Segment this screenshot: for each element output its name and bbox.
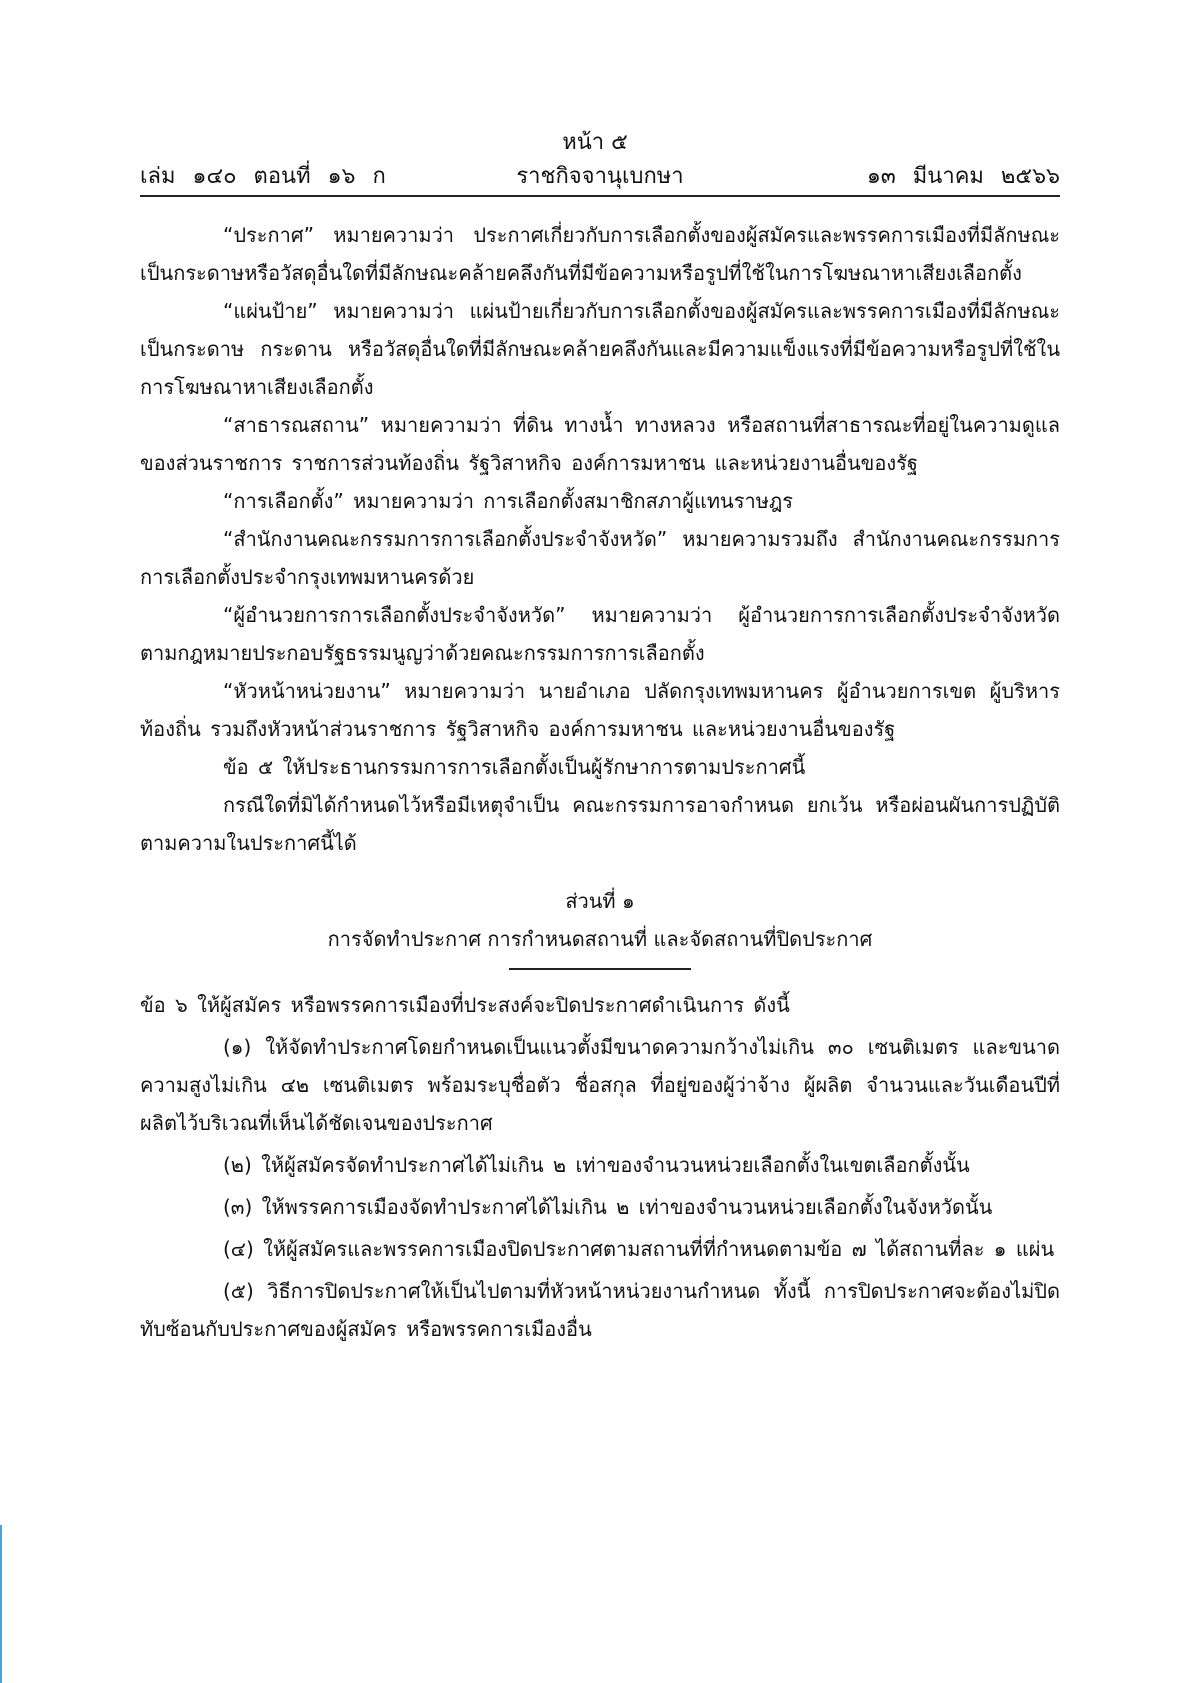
definition-paragraph: “แผ่นป้าย” หมายความว่า แผ่นป้ายเกี่ยวกับการเลือกตั้งของผู้สมัครและพรรคการเมืองที่มีลักษณะเป็นกระดาษ กระดาน หรือวัสดุอื่นใดที่มีลักษณะคล้ายคลึงกันและมีความแข็งแรงที่มีข้อความหรือรูปที่ใช้ในการโฆษณาหาเสียงเลือกตั้ง xyxy=(140,299,1060,399)
definition-paragraph: “ประกาศ” หมายความว่า ประกาศเกี่ยวกับการเลือกตั้งของผู้สมัครและพรรคการเมืองที่มีลักษณะเป็นกระดาษหรือวัสดุอื่นใดที่มีลักษณะคล้ายคลึงกันที่มีข้อความหรือรูปที่ใช้ในการโฆษณาหาเสียงเลือกตั้ง xyxy=(140,223,1060,285)
header-divider xyxy=(140,195,1060,197)
page-number: หน้า ๕ xyxy=(562,130,628,155)
section-number: ส่วนที่ ๑ xyxy=(565,889,635,913)
definition-paragraph: “การเลือกตั้ง” หมายความว่า การเลือกตั้งสมาชิกสภาผู้แทนราษฎร xyxy=(223,489,794,513)
document-body xyxy=(140,216,1060,1348)
clause-5: ข้อ ๕ ให้ประธานกรรมการการเลือกตั้งเป็นผู้รักษาการตามประกาศนี้ xyxy=(223,755,806,779)
clause-6: ข้อ ๖ ให้ผู้สมัคร หรือพรรคการเมืองที่ประสงค์จะปิดประกาศดำเนินการ ดังนี้ xyxy=(140,993,790,1017)
section-title: การจัดทำประกาศ การกำหนดสถานที่ และจัดสถานที่ปิดประกาศ xyxy=(327,927,873,951)
definition-paragraph: “สำนักงานคณะกรรมการการเลือกตั้งประจำจังหวัด” หมายความรวมถึง สำนักงานคณะกรรมการการเลือกตั้งประจำกรุงเทพมหานครด้วย xyxy=(140,527,1060,589)
gazette-header xyxy=(140,158,1060,192)
definition-paragraph: “สาธารณสถาน” หมายความว่า ที่ดิน ทางน้ำ ทางหลวง หรือสถานที่สาธารณะที่อยู่ในความดูแลของส่วนราชการ ราชการส่วนท้องถิ่น รัฐวิสาหกิจ องค์การมหาชน และหน่วยงานอื่นของรัฐ xyxy=(140,413,1060,475)
clause-6-item: (๔) ให้ผู้สมัครและพรรคการเมืองปิดประกาศตามสถานที่ที่กำหนดตามข้อ ๗ ได้สถานที่ละ ๑ แผ่น xyxy=(223,1237,1055,1261)
scan-edge-mark xyxy=(0,1525,2,1683)
definition-paragraph: “หัวหน้าหน่วยงาน” หมายความว่า นายอำเภอ ปลัดกรุงเทพมหานคร ผู้อำนวยการเขต ผู้บริหารท้องถิ่น รวมถึงหัวหน้าส่วนราชการ รัฐวิสาหกิจ องค์การมหาชน และหน่วยงานอื่นของรัฐ xyxy=(140,679,1060,741)
section-divider xyxy=(509,968,691,970)
definition-paragraph: “ผู้อำนวยการการเลือกตั้งประจำจังหวัด” หมายความว่า ผู้อำนวยการการเลือกตั้งประจำจังหวัดตามกฎหมายประกอบรัฐธรรมนูญว่าด้วยคณะกรรมการการเลือกตั้ง xyxy=(140,603,1060,665)
gazette-name: ราชกิจจานุเบกษา xyxy=(516,164,684,189)
clause-5-exception: กรณีใดที่มิได้กำหนดไว้หรือมีเหตุจำเป็น คณะกรรมการอาจกำหนด ยกเว้น หรือผ่อนผันการปฏิบัติตามความในประกาศนี้ได้ xyxy=(140,793,1060,855)
volume-info: เล่ม ๑๔๐ ตอนที่ ๑๖ ก xyxy=(140,164,386,189)
clause-6-item: (๒) ให้ผู้สมัครจัดทำประกาศได้ไม่เกิน ๒ เท่าของจำนวนหน่วยเลือกตั้งในเขตเลือกตั้งนั้น xyxy=(223,1153,970,1177)
clause-6-item: (๓) ให้พรรคการเมืองจัดทำประกาศได้ไม่เกิน ๒ เท่าของจำนวนหน่วยเลือกตั้งในจังหวัดนั้น xyxy=(223,1195,993,1219)
clause-6-item: (๕) วิธีการปิดประกาศให้เป็นไปตามที่หัวหน้าหน่วยงานกำหนด ทั้งนี้ การปิดประกาศจะต้องไม่ปิดทับซ้อนกับประกาศของผู้สมัคร หรือพรรคการเมืองอื่น xyxy=(140,1279,1060,1341)
clause-6-item: (๑) ให้จัดทำประกาศโดยกำหนดเป็นแนวตั้งมีขนาดความกว้างไม่เกิน ๓๐ เซนติเมตร และขนาดความสูงไม่เกิน ๔๒ เซนติเมตร พร้อมระบุชื่อตัว ชื่อสกุล ที่อยู่ของผู้ว่าจ้าง ผู้ผลิต จำนวนและวันเดือนปีที่ผลิตไว้บริเวณที่เห็นได้ชัดเจนของประกาศ xyxy=(140,1035,1060,1135)
issue-date: ๑๓ มีนาคม ๒๕๖๖ xyxy=(866,164,1060,189)
